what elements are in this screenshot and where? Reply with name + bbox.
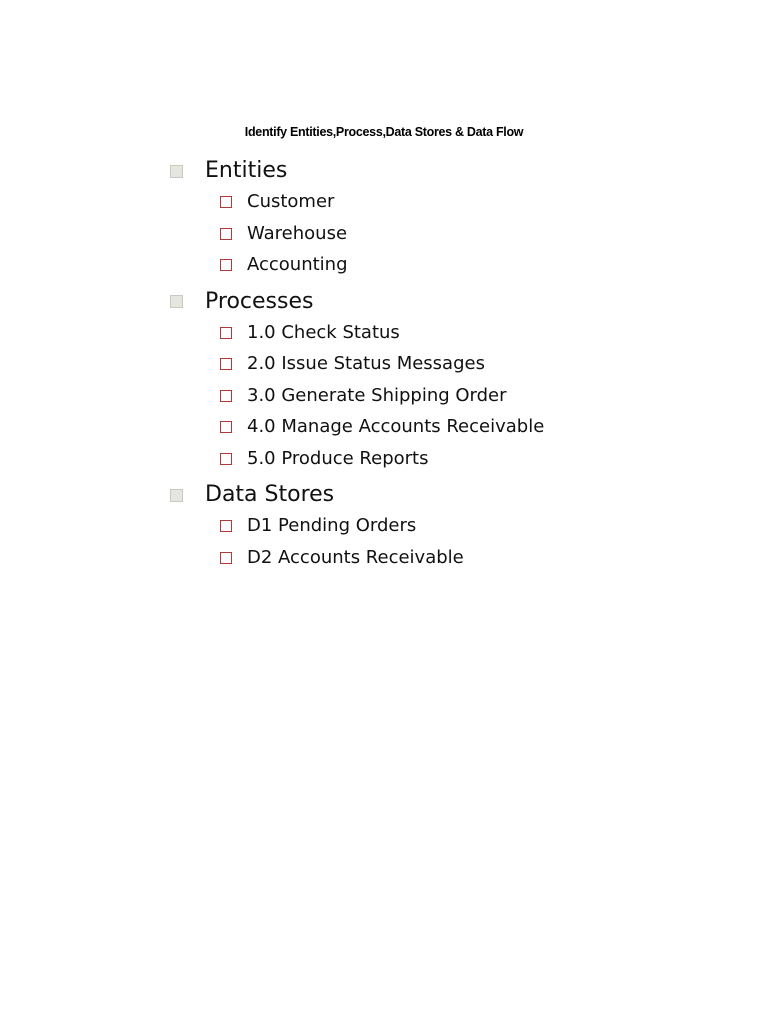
list-item bbox=[220, 512, 730, 544]
list-item-label: 3.0 Generate Shipping Order bbox=[247, 384, 507, 406]
section-label: Data Stores bbox=[205, 482, 335, 507]
list-item bbox=[220, 188, 730, 220]
section-label: Entities bbox=[205, 158, 288, 183]
red-hollow-square-bullet-icon bbox=[220, 228, 232, 240]
gray-square-bullet-icon bbox=[170, 295, 183, 308]
red-hollow-square-bullet-icon bbox=[220, 390, 232, 402]
red-hollow-square-bullet-icon bbox=[220, 259, 232, 271]
gray-square-bullet-icon bbox=[170, 489, 183, 502]
list-item-label: 4.0 Manage Accounts Receivable bbox=[247, 416, 545, 437]
section-processes bbox=[170, 285, 730, 477]
section-heading bbox=[170, 285, 730, 319]
red-hollow-square-bullet-icon bbox=[220, 196, 232, 208]
sub-list bbox=[170, 319, 730, 477]
list-item bbox=[220, 350, 730, 382]
list-item bbox=[220, 413, 730, 445]
list-item bbox=[220, 251, 730, 283]
section-heading bbox=[170, 154, 730, 188]
list-item-label: D1 Pending Orders bbox=[247, 515, 417, 536]
section-data-stores bbox=[170, 478, 730, 575]
red-hollow-square-bullet-icon bbox=[220, 453, 232, 465]
red-hollow-square-bullet-icon bbox=[220, 520, 232, 532]
list-item-label: D2 Accounts Receivable bbox=[247, 546, 464, 568]
sub-list bbox=[170, 512, 730, 575]
outline-list bbox=[170, 154, 730, 577]
sub-list bbox=[170, 188, 730, 283]
list-item-label: 1.0 Check Status bbox=[247, 321, 400, 343]
section-label: Processes bbox=[205, 288, 314, 314]
list-item-label: Accounting bbox=[247, 254, 348, 275]
section-heading bbox=[170, 478, 730, 512]
list-item-label: 2.0 Issue Status Messages bbox=[247, 353, 485, 374]
list-item bbox=[220, 382, 730, 414]
list-item-label: 5.0 Produce Reports bbox=[247, 447, 429, 469]
list-item bbox=[220, 319, 730, 351]
red-hollow-square-bullet-icon bbox=[220, 552, 232, 564]
list-item bbox=[220, 445, 730, 477]
list-item bbox=[220, 544, 730, 576]
red-hollow-square-bullet-icon bbox=[220, 358, 232, 370]
document-title: Identify Entities,Process,Data Stores & Data Flow bbox=[244, 125, 524, 139]
section-entities bbox=[170, 154, 730, 283]
red-hollow-square-bullet-icon bbox=[220, 421, 232, 433]
list-item bbox=[220, 220, 730, 252]
gray-square-bullet-icon bbox=[170, 165, 183, 178]
list-item-label: Customer bbox=[247, 191, 335, 212]
red-hollow-square-bullet-icon bbox=[220, 327, 232, 339]
list-item-label: Warehouse bbox=[247, 222, 348, 244]
